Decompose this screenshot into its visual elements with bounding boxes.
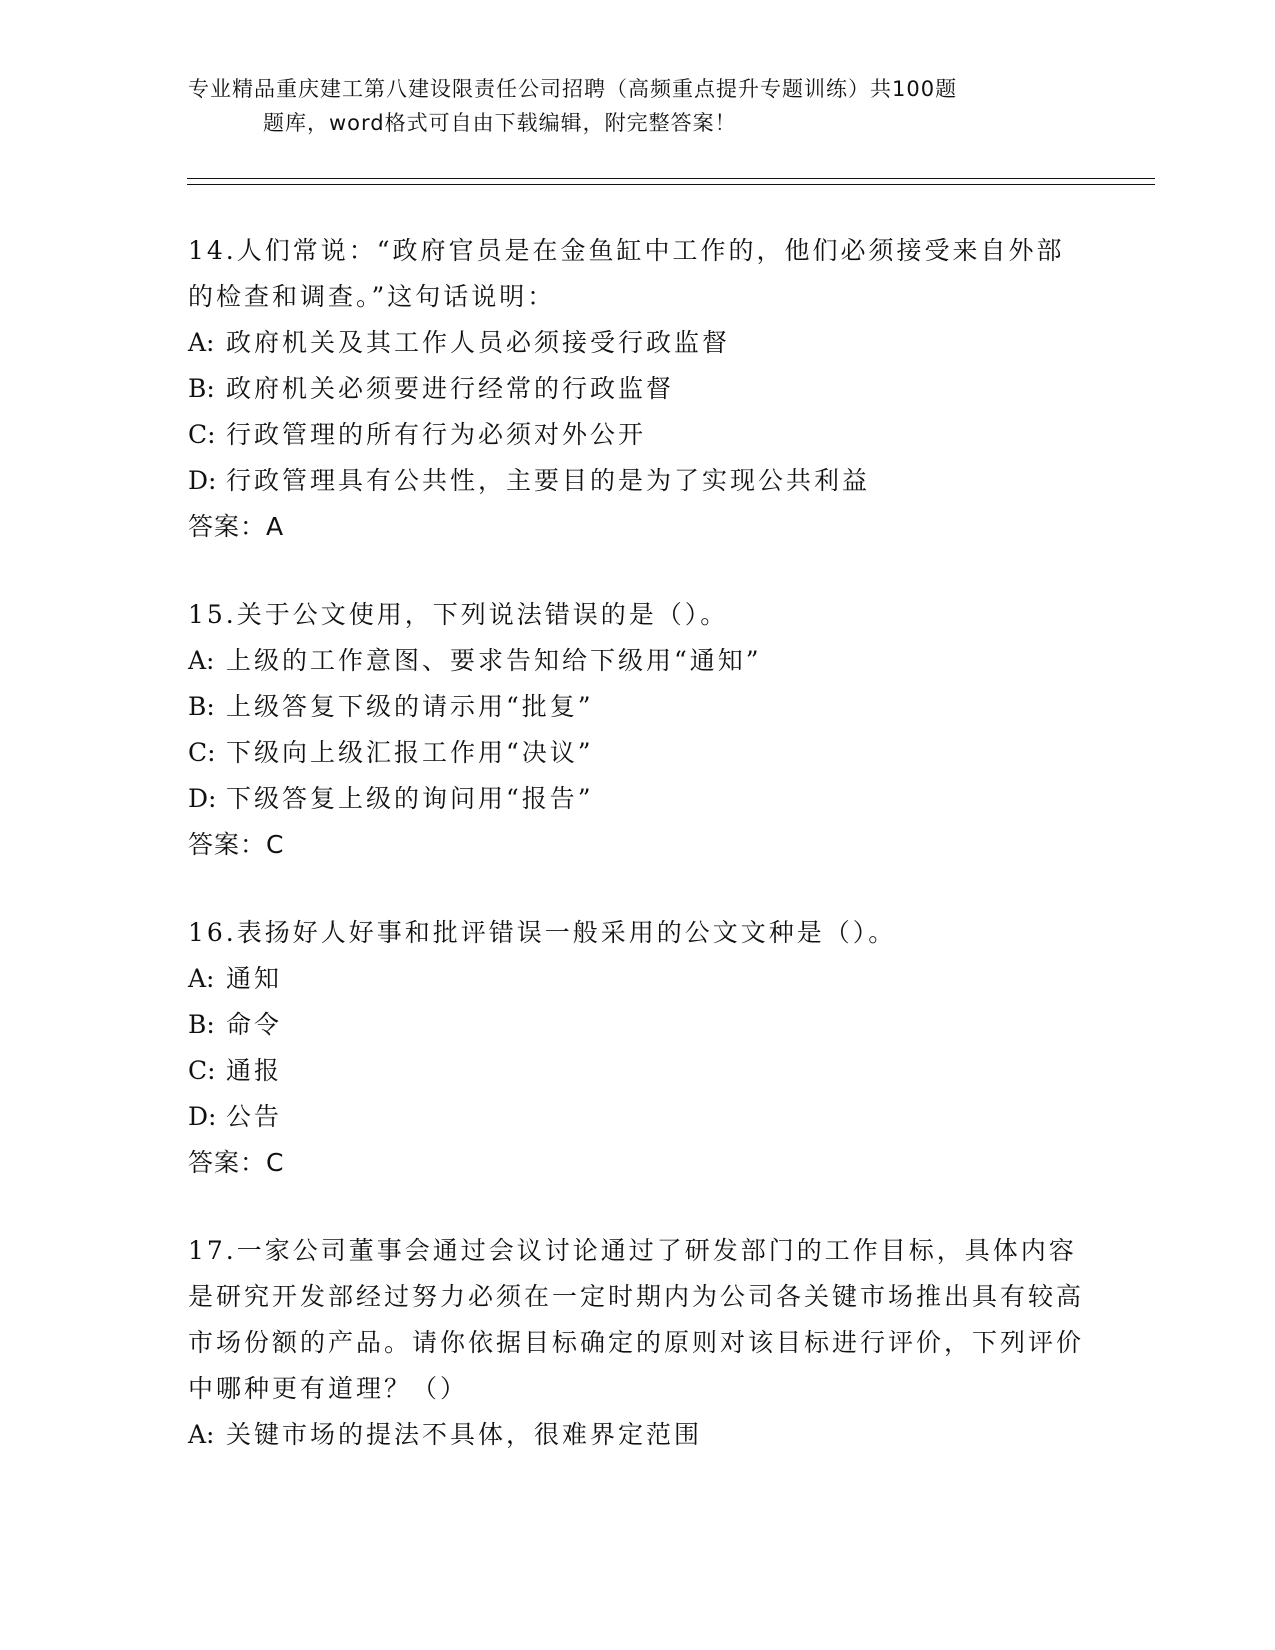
question-list: [188, 228, 1088, 1500]
option-text: 下级答复上级的询问用“报告”: [226, 784, 594, 813]
question-15: [188, 592, 1088, 868]
option-text: 关键市场的提法不具体，很难界定范围: [226, 1420, 703, 1449]
option-key: A:: [188, 646, 215, 675]
option-d: [188, 458, 1088, 504]
question-14: [188, 228, 1088, 550]
header-title-line1: 专业精品重庆建工第八建设限责任公司招聘（高频重点提升专题训练）共100题: [188, 77, 958, 101]
option-key: A:: [188, 1420, 215, 1449]
option-a: [188, 638, 1088, 684]
option-text: 下级向上级汇报工作用“决议”: [226, 738, 594, 767]
option-a: [188, 956, 1088, 1002]
question-stem: 17.一家公司董事会通过会议讨论通过了研发部门的工作目标，具体内容是研究开发部经过努力必须在一定时期内为公司各关键市场推出具有较高市场份额的产品。请你依据目标确定的原则对该目标进行评价，下列评价中哪种更有道理？（）: [188, 1236, 1085, 1403]
question-stem: 16.表扬好人好事和批评错误一般采用的公文文种是（）。: [188, 918, 897, 947]
question-17: [188, 1228, 1088, 1458]
option-text: 上级答复下级的请示用“批复”: [226, 692, 594, 721]
question-stem: 14.人们常说：“政府官员是在金鱼缸中工作的，他们必须接受来自外部的检查和调查。”这句话说明：: [188, 236, 1065, 311]
option-key: B:: [188, 374, 215, 403]
option-text: 通知: [226, 964, 283, 993]
option-key: D:: [188, 1102, 217, 1131]
option-text: 行政管理具有公共性，主要目的是为了实现公共利益: [226, 466, 871, 495]
option-d: [188, 1094, 1088, 1140]
option-text: 上级的工作意图、要求告知给下级用“通知”: [226, 646, 762, 675]
option-text: 通报: [226, 1056, 283, 1085]
option-b: [188, 1002, 1088, 1048]
option-key: B:: [188, 692, 215, 721]
question-16: [188, 910, 1088, 1186]
option-d: [188, 776, 1088, 822]
question-stem: 15.关于公文使用，下列说法错误的是（）。: [188, 600, 729, 629]
option-a: [188, 1412, 1088, 1458]
option-b: [188, 684, 1088, 730]
option-text: 行政管理的所有行为必须对外公开: [226, 420, 647, 449]
option-key: D:: [188, 784, 217, 813]
document-header: [188, 72, 1088, 140]
option-key: C:: [188, 1056, 216, 1085]
option-c: [188, 412, 1088, 458]
option-key: A:: [188, 328, 215, 357]
option-text: 公告: [226, 1102, 283, 1131]
header-divider-top: [187, 178, 1155, 179]
answer-line: 答案：A: [188, 512, 285, 541]
answer-line: 答案：C: [188, 1148, 285, 1177]
option-key: A:: [188, 964, 215, 993]
option-text: 政府机关必须要进行经常的行政监督: [226, 374, 675, 403]
option-text: 命令: [226, 1010, 283, 1039]
option-key: C:: [188, 420, 216, 449]
option-text: 政府机关及其工作人员必须接受行政监督: [226, 328, 731, 357]
answer-line: 答案：C: [188, 830, 285, 859]
option-b: [188, 366, 1088, 412]
header-divider-bottom: [187, 184, 1155, 185]
option-c: [188, 1048, 1088, 1094]
option-key: C:: [188, 738, 216, 767]
option-key: B:: [188, 1010, 215, 1039]
option-c: [188, 730, 1088, 776]
option-key: D:: [188, 466, 217, 495]
header-title-line2: 题库，word格式可自由下载编辑，附完整答案！: [263, 111, 737, 135]
option-a: [188, 320, 1088, 366]
